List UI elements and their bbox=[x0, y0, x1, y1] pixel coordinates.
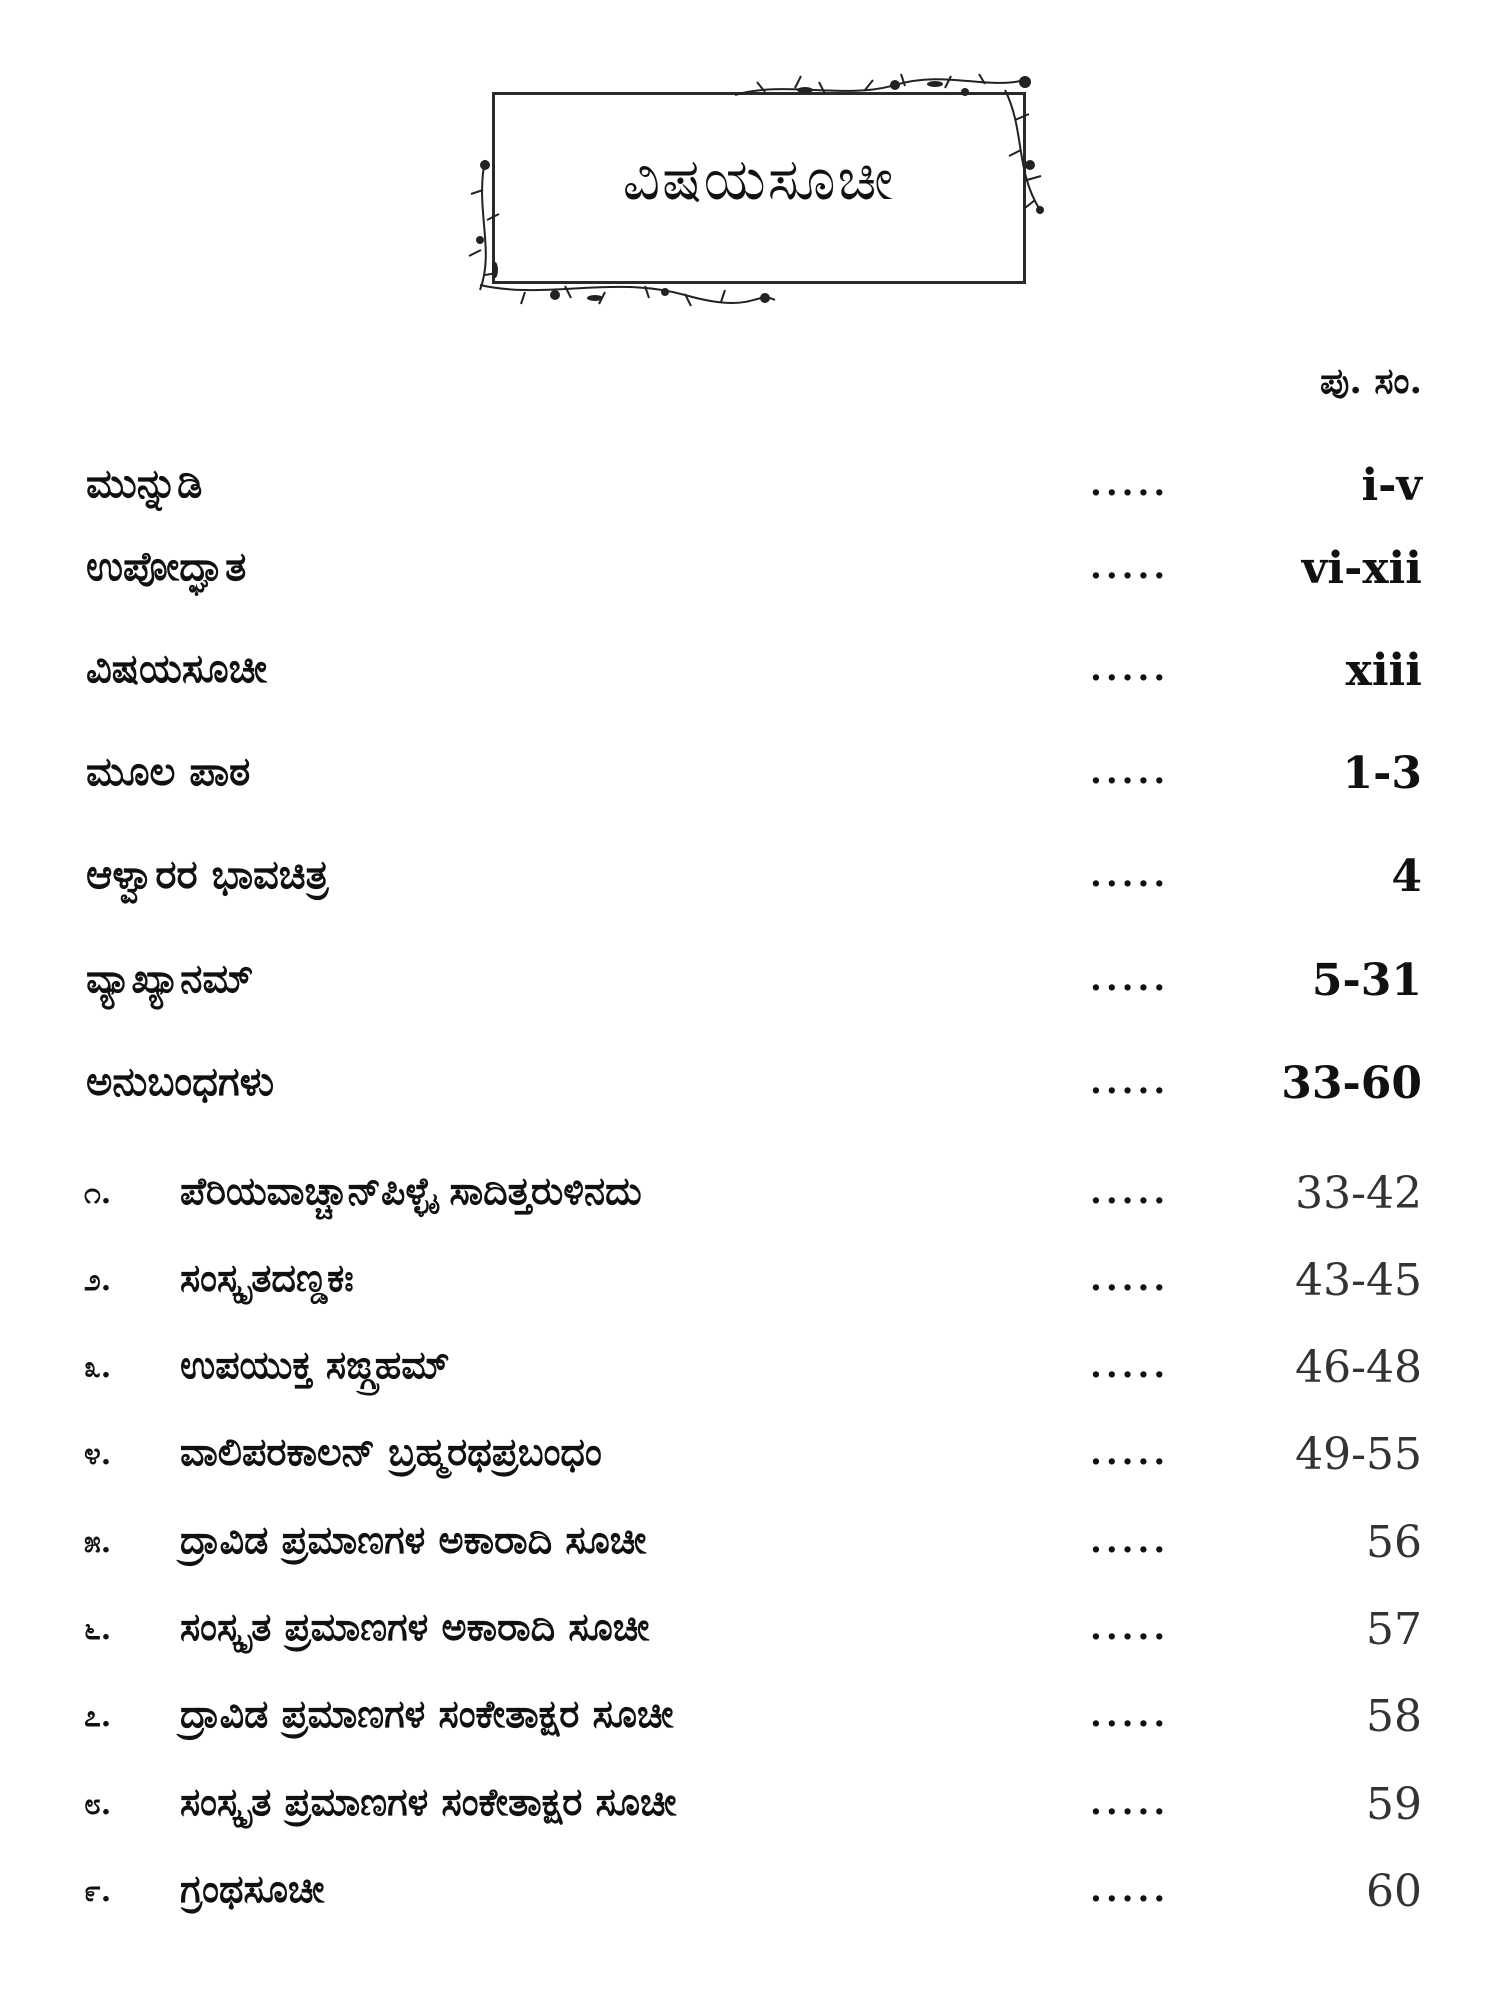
leader-dots: ..... bbox=[1090, 1433, 1170, 1473]
entry-number: ೪. bbox=[84, 1437, 112, 1472]
leader-dots: ..... bbox=[1090, 1695, 1170, 1735]
entry-title: ಸಂಸ್ಕೃತ ಪ್ರಮಾಣಗಳ ಸಂಕೇತಾಕ್ಷರ ಸೂಚೀ bbox=[180, 1779, 677, 1824]
entry-number: ೭. bbox=[84, 1699, 112, 1734]
entry-title: ಗ್ರಂಥಸೂಚೀ bbox=[180, 1866, 325, 1911]
toc-entry bbox=[0, 645, 1500, 715]
entry-number: ೮. bbox=[84, 1787, 112, 1822]
leader-dots: ..... bbox=[1090, 1062, 1170, 1102]
leader-dots: ..... bbox=[1090, 1608, 1170, 1648]
entry-page: 60 bbox=[1366, 1866, 1422, 1917]
leader-dots: ..... bbox=[1090, 1346, 1170, 1386]
entry-title: ಅನುಬಂಧಗಳು bbox=[86, 1058, 275, 1105]
entry-title: ಮೂಲ ಪಾಠ bbox=[86, 748, 251, 795]
entry-page: 56 bbox=[1366, 1517, 1422, 1568]
entry-title: ವ್ಯಾಖ್ಯಾನಮ್ bbox=[86, 955, 254, 1002]
entry-page: 49-55 bbox=[1295, 1429, 1422, 1480]
entry-page: 58 bbox=[1366, 1691, 1422, 1742]
entry-title: ಪೆರಿಯವಾಚ್ಚಾನ್‌ಪಿಳ್ಳೈ ಸಾದಿತ್ತರುಳಿನದು bbox=[180, 1168, 642, 1213]
toc-entry bbox=[0, 851, 1500, 921]
entry-title: ಮುನ್ನುಡಿ bbox=[86, 460, 203, 507]
entry-number: ೯. bbox=[84, 1874, 112, 1909]
leader-dots: ..... bbox=[1090, 1783, 1170, 1823]
leader-dots: ..... bbox=[1090, 547, 1170, 587]
leader-dots: ..... bbox=[1090, 752, 1170, 792]
entry-title: ಉಪೋದ್ಘಾತ bbox=[86, 543, 247, 590]
leader-dots: ..... bbox=[1090, 1870, 1170, 1910]
entry-title: ವಾಲಿಪರಕಾಲನ್ ಬ್ರಹ್ಮರಥಪ್ರಬಂಧಂ bbox=[180, 1429, 602, 1474]
leader-dots: ..... bbox=[1090, 959, 1170, 999]
entry-page: 43-45 bbox=[1295, 1255, 1422, 1306]
toc-sub-entry bbox=[0, 1604, 1500, 1674]
entry-number: ೨. bbox=[84, 1263, 112, 1298]
entry-page: vi-xii bbox=[1301, 543, 1422, 594]
entry-title: ಉಪಯುಕ್ತ ಸಙ್ಗ್ರಹಮ್ bbox=[180, 1342, 450, 1387]
entry-page: xiii bbox=[1345, 645, 1422, 696]
toc-entry bbox=[0, 543, 1500, 613]
leader-dots: ..... bbox=[1090, 1172, 1170, 1212]
toc-entry bbox=[0, 1058, 1500, 1128]
entry-page: 33-60 bbox=[1281, 1058, 1422, 1109]
entry-title: ದ್ರಾವಿಡ ಪ್ರಮಾಣಗಳ ಸಂಕೇತಾಕ್ಷರ ಸೂಚೀ bbox=[180, 1691, 674, 1736]
entry-page: 57 bbox=[1366, 1604, 1422, 1655]
leader-dots: ..... bbox=[1090, 649, 1170, 689]
title-frame bbox=[492, 92, 1026, 284]
toc-sub-entry bbox=[0, 1517, 1500, 1587]
entry-title: ಆಳ್ವಾರರ ಭಾವಚಿತ್ರ bbox=[86, 851, 329, 898]
entry-number: ೧. bbox=[84, 1176, 112, 1211]
entry-page: 5-31 bbox=[1311, 955, 1422, 1006]
entry-page: 46-48 bbox=[1295, 1342, 1422, 1393]
entry-page: 59 bbox=[1366, 1779, 1422, 1830]
toc-sub-entry bbox=[0, 1168, 1500, 1238]
page-number-column-label: ಪು. ಸಂ. bbox=[1320, 360, 1422, 402]
page-title: ವಿಷಯಸೂಚೀ bbox=[622, 145, 896, 213]
toc-sub-entry bbox=[0, 1866, 1500, 1936]
entry-page: 33-42 bbox=[1295, 1168, 1422, 1219]
toc-sub-entry bbox=[0, 1429, 1500, 1499]
entry-number: ೬. bbox=[84, 1612, 112, 1647]
leader-dots: ..... bbox=[1090, 464, 1170, 504]
toc-sub-entry bbox=[0, 1779, 1500, 1849]
toc-entry bbox=[0, 460, 1500, 530]
toc-entry bbox=[0, 955, 1500, 1025]
toc-sub-entry bbox=[0, 1342, 1500, 1412]
entry-number: ೫. bbox=[84, 1525, 112, 1560]
toc-sub-entry bbox=[0, 1691, 1500, 1761]
entry-page: 4 bbox=[1391, 851, 1422, 902]
toc-sub-entry bbox=[0, 1255, 1500, 1325]
entry-page: 1-3 bbox=[1342, 748, 1422, 799]
entry-number: ೩. bbox=[84, 1350, 112, 1385]
entry-page: i-v bbox=[1361, 460, 1422, 511]
leader-dots: ..... bbox=[1090, 855, 1170, 895]
entry-title: ದ್ರಾವಿಡ ಪ್ರಮಾಣಗಳ ಅಕಾರಾದಿ ಸೂಚೀ bbox=[180, 1517, 647, 1562]
entry-title: ಸಂಸ್ಕೃತ ಪ್ರಮಾಣಗಳ ಅಕಾರಾದಿ ಸೂಚೀ bbox=[180, 1604, 650, 1649]
entry-title: ವಿಷಯಸೂಚೀ bbox=[86, 645, 267, 692]
leader-dots: ..... bbox=[1090, 1259, 1170, 1299]
toc-entry bbox=[0, 748, 1500, 818]
entry-title: ಸಂಸ್ಕೃತದಣ್ಡಕಃ bbox=[180, 1255, 354, 1300]
leader-dots: ..... bbox=[1090, 1521, 1170, 1561]
